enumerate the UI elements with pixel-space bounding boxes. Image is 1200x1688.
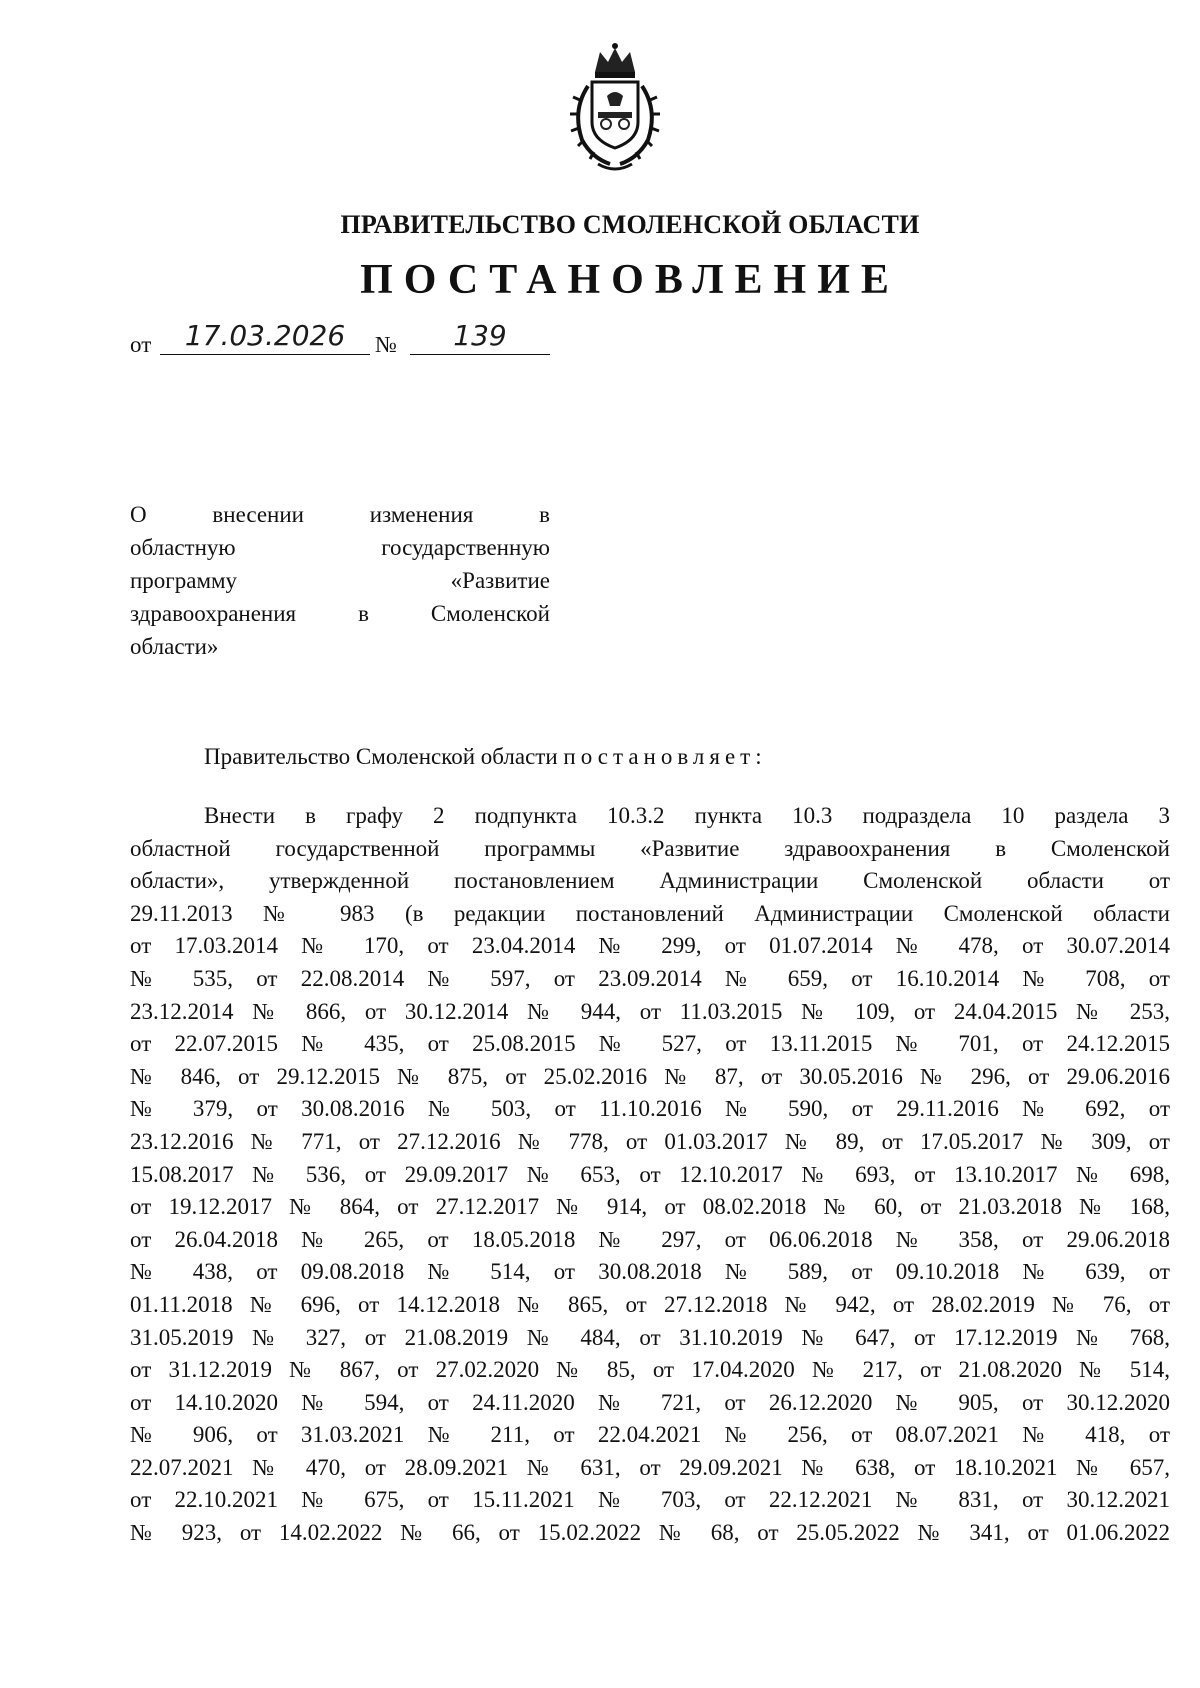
subject-line: О внесении изменения в (130, 502, 550, 527)
handwritten-number: 139 (410, 318, 550, 355)
body-line: 01.11.2018 № 696, от 14.12.2018 № 865, от 27.12.2018 № 942, от 28.02.2019 № 76, от (130, 1291, 1170, 1317)
document-type-title: ПОСТАНОВЛЕНИЕ (360, 257, 900, 303)
body-line: № 923, от 14.02.2022 № 66, от 15.02.2022 № 68, от 25.05.2022 № 341, от 01.06.2022 (130, 1520, 1170, 1546)
subject-line: здравоохранения в Смоленской (130, 601, 550, 626)
resolves-clause (204, 744, 767, 770)
body-line: от 22.07.2015 № 435, от 25.08.2015 № 527, от 13.11.2015 № 701, от 24.12.2015 (130, 1031, 1170, 1057)
coat-of-arms-icon (560, 40, 670, 180)
body-line: № 379, от 30.08.2016 № 503, от 11.10.2016 № 590, от 29.11.2016 № 692, от (130, 1096, 1170, 1122)
subject-line: областную государственную (130, 535, 550, 560)
from-label: от (130, 332, 152, 357)
subject-line: программу «Развитие (130, 568, 550, 593)
resolves-verb: постановляет: (563, 744, 767, 769)
body-line: от 14.10.2020 № 594, от 24.11.2020 № 721, от 26.12.2020 № 905, от 30.12.2020 (130, 1389, 1170, 1415)
body-line: от 17.03.2014 № 170, от 23.04.2014 № 299, от 01.07.2014 № 478, от 30.07.2014 (130, 933, 1170, 959)
body-line: № 906, от 31.03.2021 № 211, от 22.04.2021 № 256, от 08.07.2021 № 418, от (130, 1422, 1170, 1448)
body-line: 29.11.2013 № 983 (в редакции постановлений Администрации Смоленской области (130, 900, 1170, 926)
body-line: 15.08.2017 № 536, от 29.09.2017 № 653, от 12.10.2017 № 693, от 13.10.2017 № 698, (130, 1161, 1170, 1187)
body-line: от 26.04.2018 № 265, от 18.05.2018 № 297, от 06.06.2018 № 358, от 29.06.2018 (130, 1226, 1170, 1252)
date-number-line (130, 318, 570, 362)
body-line: от 19.12.2017 № 864, от 27.12.2017 № 914, от 08.02.2018 № 60, от 21.03.2018 № 168, (130, 1194, 1170, 1220)
body-line: области», утвержденной постановлением Администрации Смоленской области от (130, 868, 1170, 894)
body-line: от 31.12.2019 № 867, от 27.02.2020 № 85, от 17.04.2020 № 217, от 21.08.2020 № 514, (130, 1357, 1170, 1383)
organization-name: ПРАВИТЕЛЬСТВО СМОЛЕНСКОЙ ОБЛАСТИ (340, 210, 920, 239)
document-body (130, 800, 1170, 1550)
number-label: № (375, 332, 397, 357)
body-line: 31.05.2019 № 327, от 21.08.2019 № 484, от 31.10.2019 № 647, от 17.12.2019 № 768, (130, 1324, 1170, 1350)
body-line: 22.07.2021 № 470, от 28.09.2021 № 631, от 29.09.2021 № 638, от 18.10.2021 № 657, (130, 1454, 1170, 1480)
body-line: № 846, от 29.12.2015 № 875, от 25.02.2016 № 87, от 30.05.2016 № 296, от 29.06.2016 (130, 1063, 1170, 1089)
document-subject (130, 498, 550, 663)
body-line: областной государственной программы «Развитие здравоохранения в Смоленской (130, 835, 1170, 861)
body-line: № 535, от 22.08.2014 № 597, от 23.09.2014 № 659, от 16.10.2014 № 708, от (130, 965, 1170, 991)
body-line: от 22.10.2021 № 675, от 15.11.2021 № 703, от 22.12.2021 № 831, от 30.12.2021 (130, 1487, 1170, 1513)
body-line: № 438, от 09.08.2018 № 514, от 30.08.2018 № 589, от 09.10.2018 № 639, от (130, 1259, 1170, 1285)
body-line: Внести в графу 2 подпункта 10.3.2 пункта 10.3 подраздела 10 раздела 3 (204, 803, 1170, 828)
body-line: 23.12.2014 № 866, от 30.12.2014 № 944, от 11.03.2015 № 109, от 24.04.2015 № 253, (130, 998, 1170, 1024)
subject-line: области» (130, 634, 219, 659)
body-line: 23.12.2016 № 771, от 27.12.2016 № 778, от 01.03.2017 № 89, от 17.05.2017 № 309, от (130, 1128, 1170, 1154)
resolves-prefix: Правительство Смоленской области (204, 744, 558, 769)
handwritten-date: 17.03.2026 (160, 318, 370, 355)
